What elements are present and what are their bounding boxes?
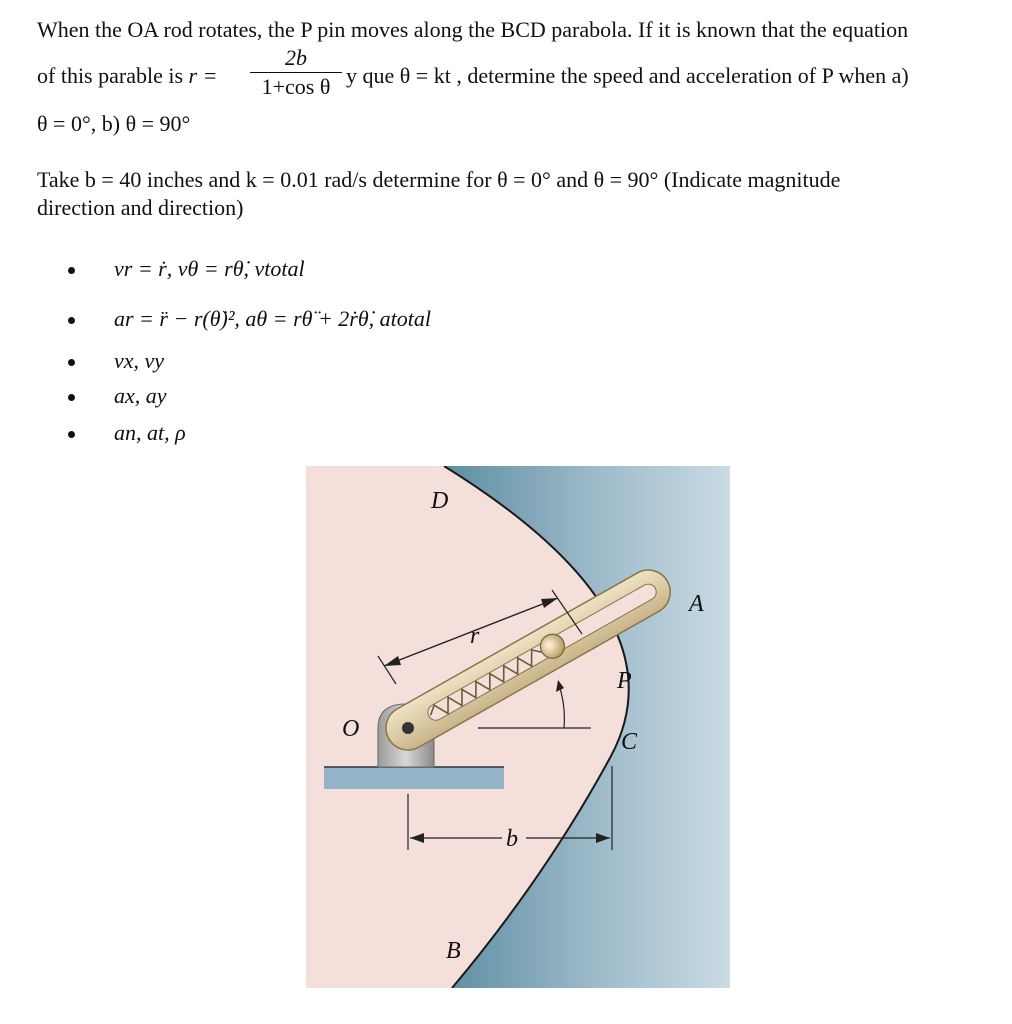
problem-line-1: When the OA rod rotates, the P pin moves along the BCD parabola. If it is known that the equation — [37, 17, 909, 42]
label-b-dim: b — [506, 826, 518, 852]
bullet-icon — [68, 359, 75, 366]
label-c: C — [621, 729, 638, 755]
bullet-text: vx, vy — [114, 348, 165, 373]
ground-base — [324, 767, 504, 789]
bullet-icon — [68, 317, 75, 324]
label-r: r — [470, 623, 480, 649]
parabola-fraction — [250, 46, 342, 99]
mechanism-figure — [306, 466, 730, 988]
bullet-icon — [68, 394, 75, 401]
label-p: P — [617, 668, 632, 694]
fraction-bar — [250, 72, 342, 73]
line2-suffix: y que θ = kt , determine the speed and acceleration of P when a) — [346, 63, 909, 88]
given-line-1: Take b = 40 inches and k = 0.01 rad/s determine for θ = 0° and θ = 90° (Indicate magnitude — [37, 167, 841, 192]
line2-prefix: of this parable is — [37, 63, 189, 88]
bullet-icon — [68, 267, 75, 274]
label-d: D — [431, 488, 449, 514]
fraction-denominator: 1+cos θ — [261, 74, 331, 99]
problem-line-3: θ = 0°, b) θ = 90° — [37, 111, 191, 136]
pivot-o — [402, 722, 414, 734]
label-a: A — [689, 591, 704, 617]
problem-line-2 — [37, 62, 217, 90]
bullet-text: ar = r̈ − r(θ̇)², aθ = rθ̈ + 2ṙθ̇, atotal — [114, 306, 432, 331]
label-b-point: B — [446, 938, 461, 964]
bullet-text: vr = ṙ, vθ = rθ̇, vtotal — [114, 256, 305, 281]
fraction-numerator: 2b — [285, 45, 307, 70]
bullet-text: ax, ay — [114, 383, 167, 408]
label-o: O — [342, 716, 360, 742]
r-equals: r = — [188, 63, 218, 88]
bullet-icon — [68, 431, 75, 438]
given-line-2: direction and direction) — [37, 195, 244, 220]
bullet-text: an, at, ρ — [114, 420, 186, 445]
